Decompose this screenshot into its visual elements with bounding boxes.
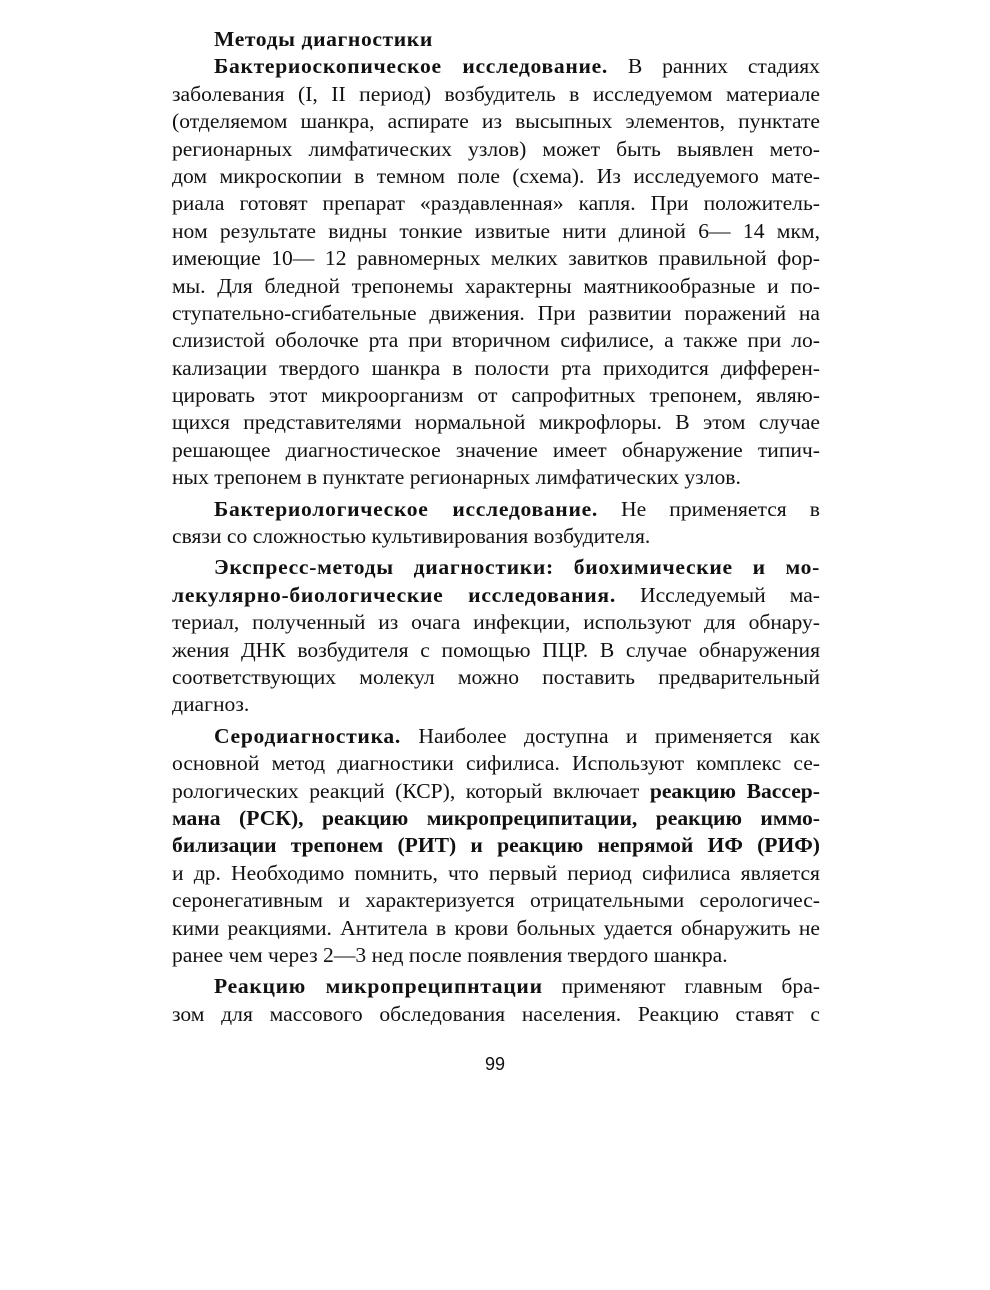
paragraph-line: кализации твердого шанкра в полости рта приходится дифферен- [172,355,820,380]
paragraph-heading: Бактериологическое исследование. [214,496,598,521]
paragraph-serodiagnostics [172,723,820,970]
paragraph-heading: Экспресс-методы диагностики: биохимические и мо- [214,555,820,580]
paragraph-bacterioscopy [172,53,820,491]
paragraph-line: рологических реакций (КСР), который включает реакцию Вассер- [172,778,820,803]
paragraph-line: регионарных лимфатических узлов) может быть выявлен мето- [172,136,820,161]
paragraph-line: (отделяемом шанкра, аспирате из высыпных элементов, пунктате [172,109,820,134]
paragraph-line: ступательно-сгибательные движения. При развитии поражений на [172,300,820,325]
paragraph-line: кими реакциями. Антитела в крови больных удается обнаружить не [172,915,820,940]
paragraph-line: соответствующих молекул можно поставить предварительный [172,664,820,689]
paragraph-line: ранее чем через 2—3 нед после появления твердого шанкра. [172,942,728,967]
paragraph-line: мы. Для бледной трепонемы характерны маятникообразные и по- [172,273,820,298]
bold-term-line: билизации трепонем (РИТ) и реакцию непрямой ИФ (РИФ) [172,833,820,858]
paragraph-line: и др. Необходимо помнить, что первый период сифилиса является [172,860,820,885]
paragraph-line: дом микроскопии в темном поле (схема). Из исследуемого мате- [172,163,820,188]
paragraph-line: ных трепонем в пунктате регионарных лимфатических узлов. [172,465,741,490]
paragraph-line: ном результате видны тонкие извитые нити длиной 6— 14 мкм, [172,218,820,243]
page-number: 99 [484,1054,506,1074]
bold-term-line: мана (РСК), реакцию микропреципитации, реакцию иммо- [172,805,820,830]
paragraph-bacteriology [172,496,820,551]
paragraph-line: заболевания (I, II период) возбудитель в исследуемом материале [172,81,820,106]
paragraph-line: лекулярно-биологические исследования. Исследуемый ма- [172,582,820,607]
paragraph-line: Реакцию микропреципнтации применяют главным бра- [214,974,820,999]
paragraph-line: жения ДНК возбудителя с помощью ПЦР. В случае обнаружения [172,637,820,662]
paragraph-heading: Бактериоскопическое исследование. [214,54,609,79]
paragraph-line: связи со сложностью культивирования возбудителя. [172,524,651,549]
paragraph-line: териал, полученный из очага инфекции, используют для обнару- [172,610,820,635]
paragraph-line: Бактериоскопическое исследование. В ранних стадиях [214,54,820,79]
paragraph-heading: Реакцию микропреципнтации [214,974,543,999]
paragraph-line: Бактериологическое исследование. Не применяется в [214,496,820,521]
paragraph-line: имеющие 10— 12 равномерных мелких завитков правильной фор- [172,246,820,271]
paragraph-line: слизистой оболочке рта при вторичном сифилисе, а также при ло- [172,328,820,353]
paragraph-line: Серодиагностика. Наиболее доступна и применяется как [214,723,820,748]
bold-term: реакцию Вассер- [649,778,820,803]
paragraph-heading: лекулярно-биологические исследования. [172,582,616,607]
section-title: Методы диагностики [214,27,433,51]
paragraph-line: риала готовят препарат «раздавленная» капля. При положитель- [172,191,820,216]
paragraph-line: зом для массового обследования населения. Реакцию ставят с [172,1001,820,1026]
page-text-block [172,26,820,1028]
paragraph-line: цировать этот микроорганизм от сапрофитных трепонем, являю- [172,383,820,408]
paragraph-line: диагноз. [172,692,250,717]
paragraph-line: серонегативным и характеризуется отрицательными серологичес- [172,888,820,913]
paragraph-line: решающее диагностическое значение имеет обнаружение типич- [172,437,820,462]
paragraph-line: щихся представителями нормальной микрофлоры. В этом случае [172,410,820,435]
paragraph-express-methods [172,554,820,718]
paragraph-heading: Серодиагностика. [214,723,401,748]
paragraph-microprecipitation [172,973,820,1028]
paragraph-line: основной метод диагностики сифилиса. Используют комплекс се- [172,751,820,776]
